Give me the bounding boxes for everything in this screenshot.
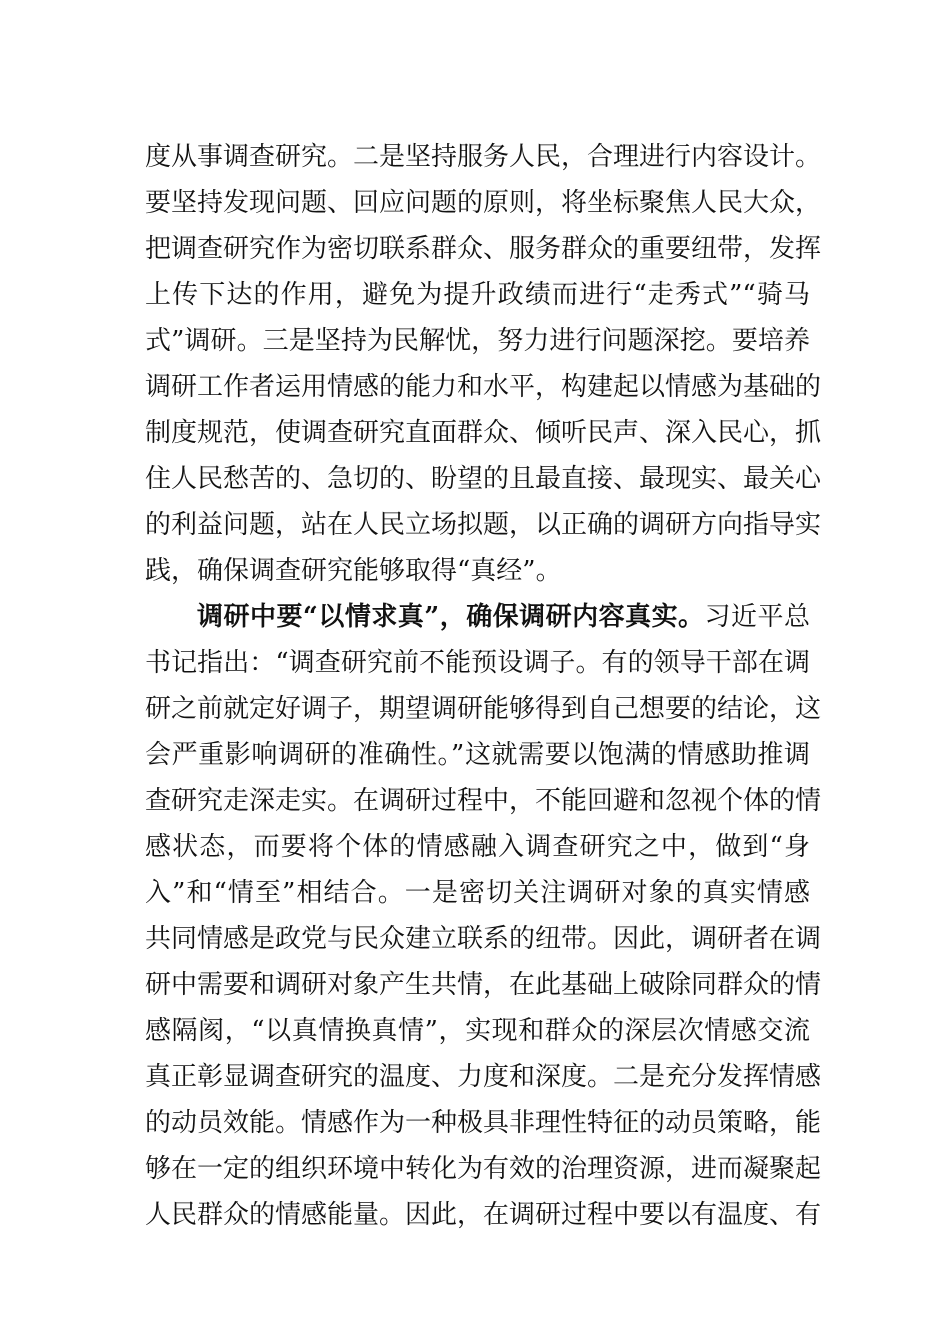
text-line: 研之前就定好调子，期望调研能够得到自己想要的结论，这 [145, 694, 822, 724]
text-line: 感状态，而要将个体的情感融入调查研究之中，做到“身 [145, 832, 810, 862]
text-line: 调研工作者运用情感的能力和水平，构建起以情感为基础的 [145, 372, 822, 402]
text-line: 践，确保调查研究能够取得“真经”。 [145, 556, 562, 586]
text-line: 感隔阂，“以真情换真情”，实现和群众的深层次情感交流 [145, 1016, 810, 1046]
paragraph-heading: 调研中要“以情求真”，确保调研内容真实。 [197, 602, 705, 632]
text-line: 真正彰显调查研究的温度、力度和深度。二是充分发挥情感 [145, 1062, 822, 1092]
text-line: 够在一定的组织环境中转化为有效的治理资源，进而凝聚起 [145, 1154, 822, 1184]
text-line: 人民群众的情感能量。因此，在调研过程中要以有温度、有 [145, 1200, 822, 1230]
text-line: 住人民愁苦的、急切的、盼望的且最直接、最现实、最关心 [145, 464, 822, 494]
text-line: 书记指出：“调查研究前不能预设调子。有的领导干部在调 [145, 648, 810, 678]
paragraph-heading-rest: 习近平总 [704, 602, 810, 632]
text-line: 制度规范，使调查研究直面群众、倾听民声、深入民心，抓 [145, 418, 822, 448]
text-line: 入”和“情至”相结合。一是密切关注调研对象的真实情感 [145, 878, 810, 908]
text-line: 度从事调查研究。二是坚持服务人民，合理进行内容设计。 [145, 142, 822, 172]
text-line: 研中需要和调研对象产生共情，在此基础上破除同群众的情 [145, 970, 822, 1000]
text-line: 上传下达的作用，避免为提升政绩而进行“走秀式”“骑马 [145, 280, 810, 310]
text-line: 要坚持发现问题、回应问题的原则，将坐标聚焦人民大众， [145, 188, 822, 218]
text-line: 的动员效能。情感作为一种极具非理性特征的动员策略，能 [145, 1108, 822, 1138]
text-line: 会严重影响调研的准确性。”这就需要以饱满的情感助推调 [145, 740, 810, 770]
text-line: 式”调研。三是坚持为民解忧，努力进行问题深挖。要培养 [145, 326, 810, 356]
text-line: 查研究走深走实。在调研过程中，不能回避和忽视个体的情 [145, 786, 822, 816]
text-line: 把调查研究作为密切联系群众、服务群众的重要纽带，发挥 [145, 234, 822, 264]
paragraph-heading-line [197, 594, 810, 640]
text-line: 共同情感是政党与民众建立联系的纽带。因此，调研者在调 [145, 924, 822, 954]
text-line: 的利益问题，站在人民立场拟题，以正确的调研方向指导实 [145, 510, 822, 540]
